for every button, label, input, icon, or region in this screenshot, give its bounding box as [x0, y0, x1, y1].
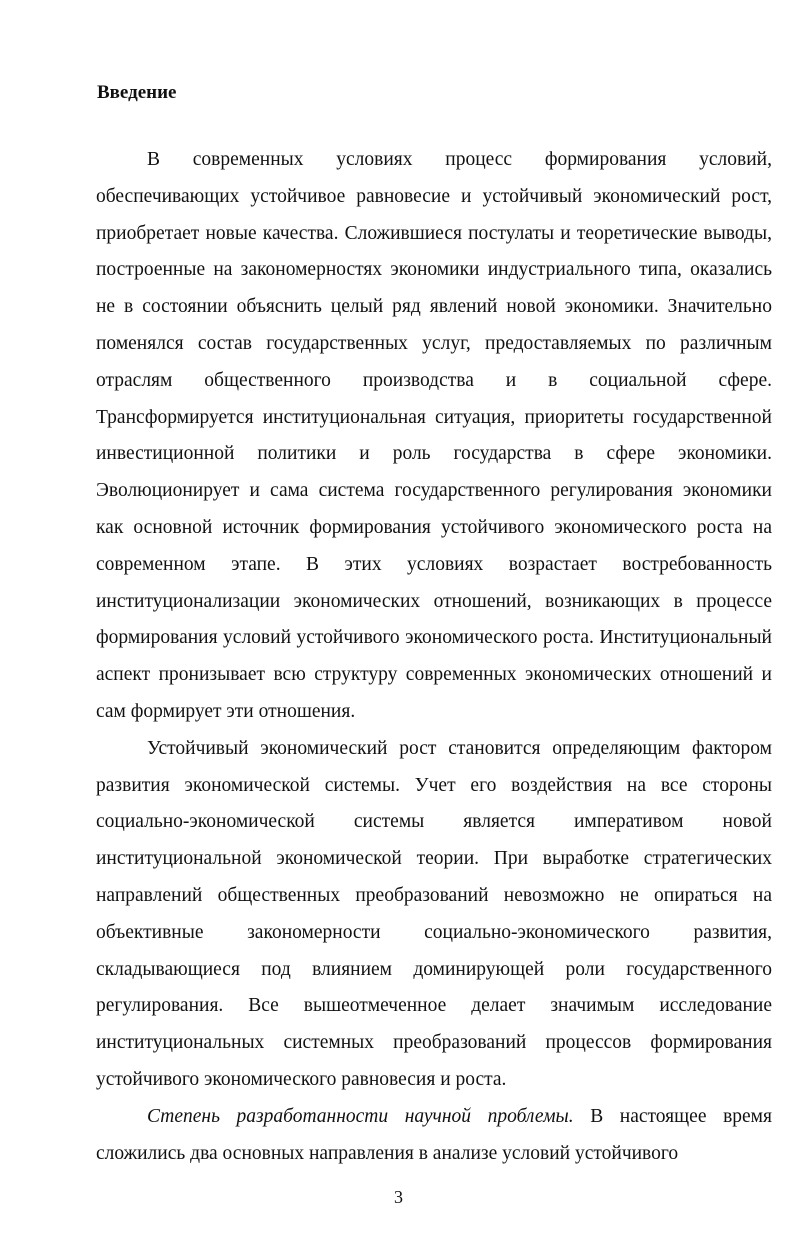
- paragraph-text: Устойчивый экономический рост становится определяющим фактором развития экономической системы. Учет его воздействия на все стороны социально-экономической системы является императивом новой институциональной экономической теории. При выработке стратегических направлений общественных преобразований невозможно не опираться на объективные закономерности социально-экономического развития, складывающиеся под влиянием доминирующей роли государственного регулирования. Все вышеотмеченное делает значимым исследование институциональных системных преобразований процессов формирования устойчивого экономического равновесия и роста.: [96, 737, 772, 1090]
- body-text: [96, 142, 772, 1172]
- italic-lead-text: Степень разработанности научной проблемы.: [147, 1105, 574, 1127]
- page-number: 3: [394, 1187, 403, 1207]
- paragraph-introduction: [96, 142, 772, 731]
- paragraph-economic-growth: [96, 731, 772, 1099]
- paragraph-research-degree: [96, 1099, 772, 1173]
- paragraph-text: В современных условиях процесс формирования условий, обеспечивающих устойчивое равновесие и устойчивый экономический рост, приобретает новые качества. Сложившиеся постулаты и теоретические выводы, построенные на закономерностях экономики индустриального типа, оказались не в состоянии объяснить целый ряд явлений новой экономики. Значительно поменялся состав государственных услуг, предоставляемых по различным отраслям общественного производства и в социальной сфере. Трансформируется институциональная ситуация, приоритеты государственной инвестиционной политики и роль государства в сфере экономики. Эволюционирует и сама система государственного регулирования экономики как основной источник формирования устойчивого экономического роста на современном этапе. В этих условиях возрастает востребованность институционализации экономических отношений, возникающих в процессе формирования условий устойчивого экономического роста. Институциональный аспект пронизывает всю структуру современных экономических отношений и сам формирует эти отношения.: [96, 149, 772, 722]
- paragraph-text: В настоящее время сложились два основных направления в анализе условий устойчивого: [96, 1105, 772, 1164]
- section-heading: Введение: [97, 82, 177, 103]
